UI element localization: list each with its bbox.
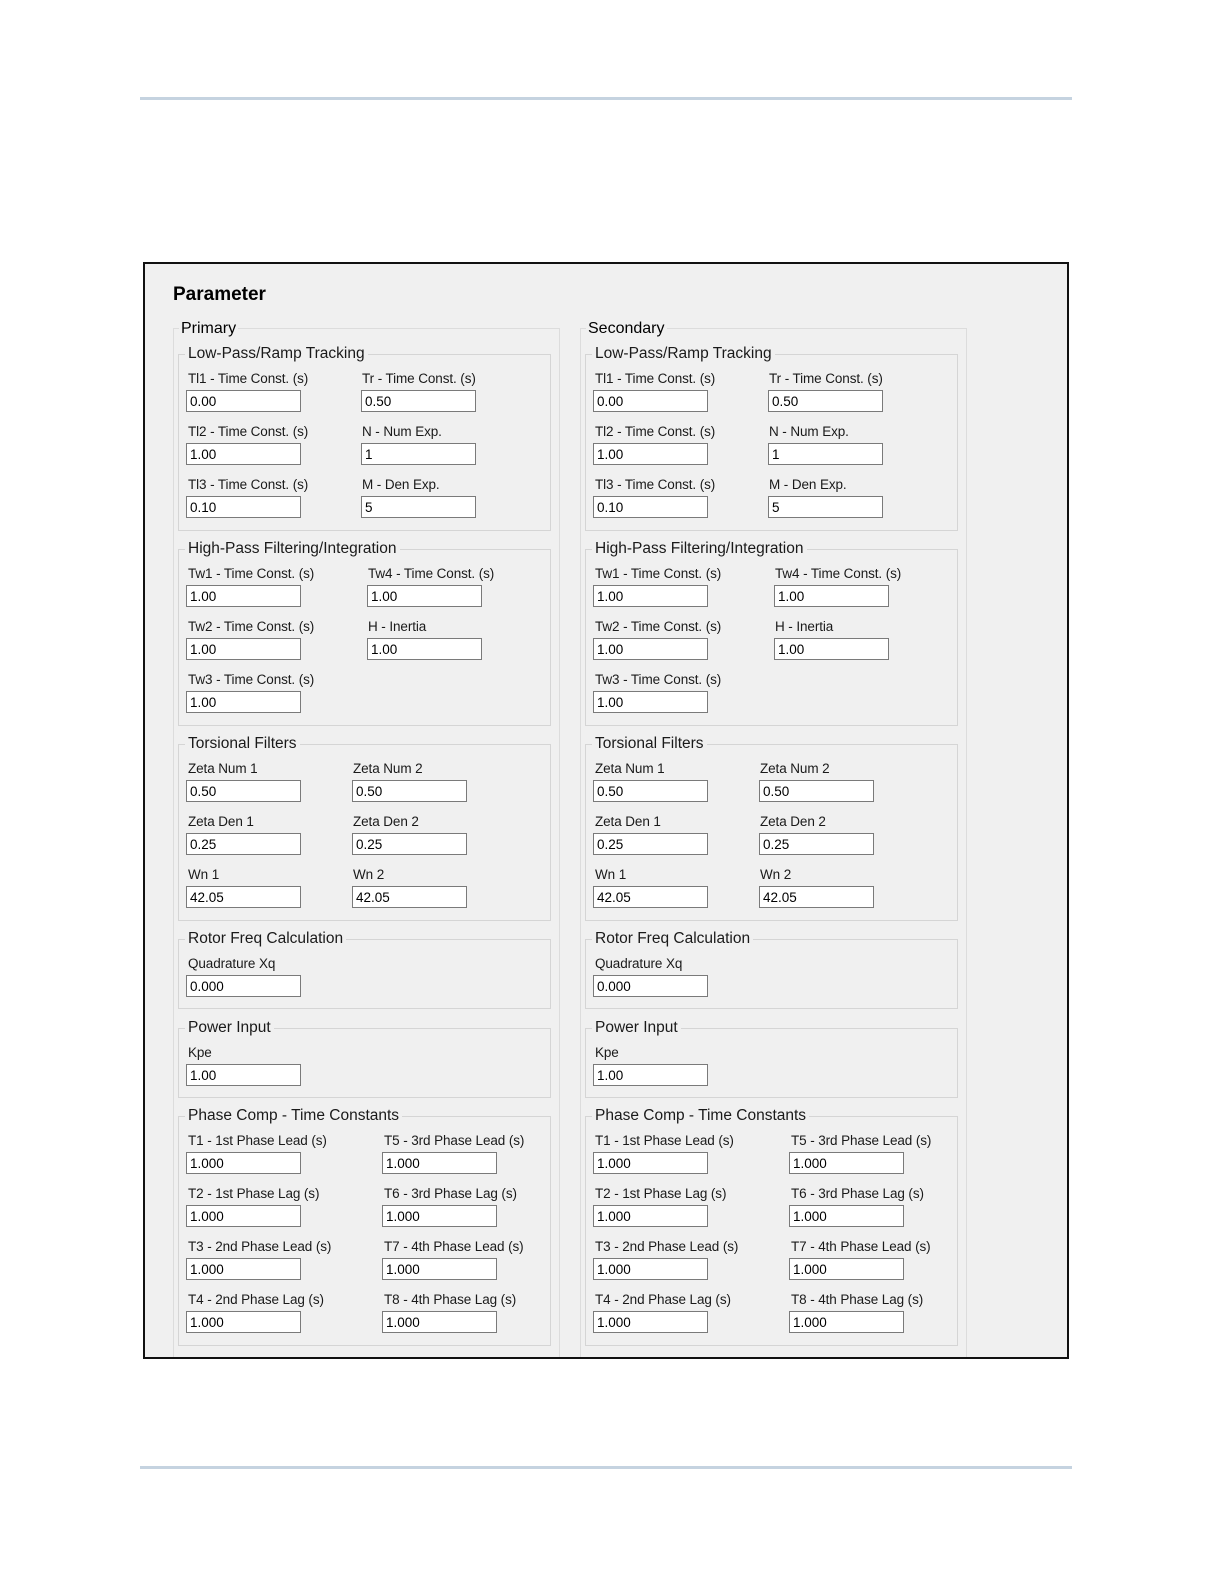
zeta-num-2-label: Zeta Num 2 [353, 761, 423, 776]
tw3-label: Tw3 - Time Const. (s) [595, 672, 722, 687]
zeta-den-1-label: Zeta Den 1 [595, 814, 661, 829]
kpe-input[interactable] [593, 1064, 708, 1086]
tl3-input[interactable] [186, 496, 301, 518]
secondary-torsional-group [585, 735, 958, 921]
kpe-label: Kpe [595, 1045, 619, 1060]
tl3-input[interactable] [593, 496, 708, 518]
tw1-input[interactable] [186, 585, 301, 607]
tl2-label: Tl2 - Time Const. (s) [595, 424, 716, 439]
group-title: Power Input [185, 1019, 274, 1037]
n-label: N - Num Exp. [362, 424, 442, 439]
tr-label: Tr - Time Const. (s) [769, 371, 883, 386]
n-label: N - Num Exp. [769, 424, 849, 439]
t6-input[interactable] [382, 1205, 497, 1227]
n-input[interactable] [768, 443, 883, 465]
zeta-num-1-label: Zeta Num 1 [188, 761, 258, 776]
tw2-label: Tw2 - Time Const. (s) [595, 619, 722, 634]
primary-phase-group [178, 1107, 551, 1346]
secondary-label: Secondary [588, 320, 665, 337]
wn-2-label: Wn 2 [760, 867, 792, 882]
h-input[interactable] [774, 638, 889, 660]
zeta-den-2-label: Zeta Den 2 [353, 814, 419, 829]
zeta-num-2-input[interactable] [352, 780, 467, 802]
m-label: M - Den Exp. [362, 477, 440, 492]
kpe-input[interactable] [186, 1064, 301, 1086]
t1-input[interactable] [593, 1152, 708, 1174]
tr-input[interactable] [361, 390, 476, 412]
tw3-label: Tw3 - Time Const. (s) [188, 672, 315, 687]
secondary-phase-group [585, 1107, 958, 1346]
t5-input[interactable] [382, 1152, 497, 1174]
secondary-highpass-group [585, 540, 958, 726]
t1-label: T1 - 1st Phase Lead (s) [188, 1133, 327, 1148]
t1-input[interactable] [186, 1152, 301, 1174]
t4-label: T4 - 2nd Phase Lag (s) [188, 1292, 324, 1307]
m-input[interactable] [768, 496, 883, 518]
zeta-den-2-label: Zeta Den 2 [760, 814, 826, 829]
zeta-num-1-label: Zeta Num 1 [595, 761, 665, 776]
h-label: H - Inertia [775, 619, 834, 634]
tl1-label: Tl1 - Time Const. (s) [595, 371, 716, 386]
zeta-num-1-input[interactable] [593, 780, 708, 802]
wn-1-label: Wn 1 [188, 867, 220, 882]
quadrature-xq-input[interactable] [593, 975, 708, 997]
t7-label: T7 - 4th Phase Lead (s) [384, 1239, 524, 1254]
t3-label: T3 - 2nd Phase Lead (s) [188, 1239, 332, 1254]
secondary-rotor-group [585, 930, 958, 1009]
group-title: Rotor Freq Calculation [185, 930, 346, 948]
t4-input[interactable] [593, 1311, 708, 1333]
tw2-input[interactable] [593, 638, 708, 660]
m-label: M - Den Exp. [769, 477, 847, 492]
tr-input[interactable] [768, 390, 883, 412]
t8-input[interactable] [382, 1311, 497, 1333]
primary-highpass-group [178, 540, 551, 726]
t8-label: T8 - 4th Phase Lag (s) [384, 1292, 517, 1307]
quadrature-xq-label: Quadrature Xq [188, 956, 276, 971]
quadrature-xq-label: Quadrature Xq [595, 956, 683, 971]
zeta-num-2-label: Zeta Num 2 [760, 761, 830, 776]
tw4-input[interactable] [367, 585, 482, 607]
tl1-input[interactable] [593, 390, 708, 412]
tr-label: Tr - Time Const. (s) [362, 371, 476, 386]
t5-label: T5 - 3rd Phase Lead (s) [384, 1133, 525, 1148]
primary-rotor-group [178, 930, 551, 1009]
wn-2-input[interactable] [352, 886, 467, 908]
tl3-label: Tl3 - Time Const. (s) [188, 477, 309, 492]
wn-2-label: Wn 2 [353, 867, 385, 882]
zeta-den-2-input[interactable] [352, 833, 467, 855]
t1-label: T1 - 1st Phase Lead (s) [595, 1133, 734, 1148]
t5-input[interactable] [789, 1152, 904, 1174]
zeta-den-1-input[interactable] [186, 833, 301, 855]
h-label: H - Inertia [368, 619, 427, 634]
primary-power-group [178, 1019, 551, 1098]
secondary-panel [580, 320, 967, 1359]
secondary-power-group [585, 1019, 958, 1098]
primary-torsional-group [178, 735, 551, 921]
group-title: Rotor Freq Calculation [592, 930, 753, 948]
group-title: Torsional Filters [185, 735, 300, 753]
t6-input[interactable] [789, 1205, 904, 1227]
quadrature-xq-input[interactable] [186, 975, 301, 997]
tl2-input[interactable] [593, 443, 708, 465]
t3-label: T3 - 2nd Phase Lead (s) [595, 1239, 739, 1254]
tw2-input[interactable] [186, 638, 301, 660]
t8-input[interactable] [789, 1311, 904, 1333]
h-input[interactable] [367, 638, 482, 660]
group-title: Phase Comp - Time Constants [185, 1107, 402, 1125]
primary-panel [173, 320, 560, 1359]
wn-1-input[interactable] [186, 886, 301, 908]
n-input[interactable] [361, 443, 476, 465]
wn-2-input[interactable] [759, 886, 874, 908]
t2-input[interactable] [593, 1205, 708, 1227]
wn-1-input[interactable] [593, 886, 708, 908]
wn-1-label: Wn 1 [595, 867, 627, 882]
t7-input[interactable] [789, 1258, 904, 1280]
t5-label: T5 - 3rd Phase Lead (s) [791, 1133, 932, 1148]
t2-label: T2 - 1st Phase Lag (s) [188, 1186, 320, 1201]
zeta-den-1-label: Zeta Den 1 [188, 814, 254, 829]
tw3-input[interactable] [593, 691, 708, 713]
group-title: Low-Pass/Ramp Tracking [185, 345, 368, 363]
group-title: High-Pass Filtering/Integration [592, 540, 807, 558]
t7-label: T7 - 4th Phase Lead (s) [791, 1239, 931, 1254]
t2-label: T2 - 1st Phase Lag (s) [595, 1186, 727, 1201]
t2-input[interactable] [186, 1205, 301, 1227]
tw1-label: Tw1 - Time Const. (s) [595, 566, 722, 581]
tl1-input[interactable] [186, 390, 301, 412]
tw3-input[interactable] [186, 691, 301, 713]
tl2-label: Tl2 - Time Const. (s) [188, 424, 309, 439]
t7-input[interactable] [382, 1258, 497, 1280]
primary-lowpass-group [178, 345, 551, 531]
secondary-lowpass-group [585, 345, 958, 531]
page-footer-rule [140, 1466, 1072, 1469]
t4-label: T4 - 2nd Phase Lag (s) [595, 1292, 731, 1307]
t6-label: T6 - 3rd Phase Lag (s) [384, 1186, 517, 1201]
group-title: High-Pass Filtering/Integration [185, 540, 400, 558]
t4-input[interactable] [186, 1311, 301, 1333]
zeta-den-1-input[interactable] [593, 833, 708, 855]
zeta-num-2-input[interactable] [759, 780, 874, 802]
zeta-num-1-input[interactable] [186, 780, 301, 802]
tw4-input[interactable] [774, 585, 889, 607]
primary-label: Primary [181, 320, 237, 337]
t3-input[interactable] [593, 1258, 708, 1280]
zeta-den-2-input[interactable] [759, 833, 874, 855]
tw4-label: Tw4 - Time Const. (s) [775, 566, 902, 581]
page-header-rule [140, 97, 1072, 100]
kpe-label: Kpe [188, 1045, 212, 1060]
tl2-input[interactable] [186, 443, 301, 465]
tl3-label: Tl3 - Time Const. (s) [595, 477, 716, 492]
m-input[interactable] [361, 496, 476, 518]
window-title: Parameter [173, 284, 266, 305]
group-title: Power Input [592, 1019, 681, 1037]
tw1-label: Tw1 - Time Const. (s) [188, 566, 315, 581]
t3-input[interactable] [186, 1258, 301, 1280]
tw4-label: Tw4 - Time Const. (s) [368, 566, 495, 581]
tl1-label: Tl1 - Time Const. (s) [188, 371, 309, 386]
parameter-window [143, 262, 1069, 1359]
group-title: Torsional Filters [592, 735, 707, 753]
t6-label: T6 - 3rd Phase Lag (s) [791, 1186, 924, 1201]
group-title: Phase Comp - Time Constants [592, 1107, 809, 1125]
group-title: Low-Pass/Ramp Tracking [592, 345, 775, 363]
tw1-input[interactable] [593, 585, 708, 607]
t8-label: T8 - 4th Phase Lag (s) [791, 1292, 924, 1307]
tw2-label: Tw2 - Time Const. (s) [188, 619, 315, 634]
